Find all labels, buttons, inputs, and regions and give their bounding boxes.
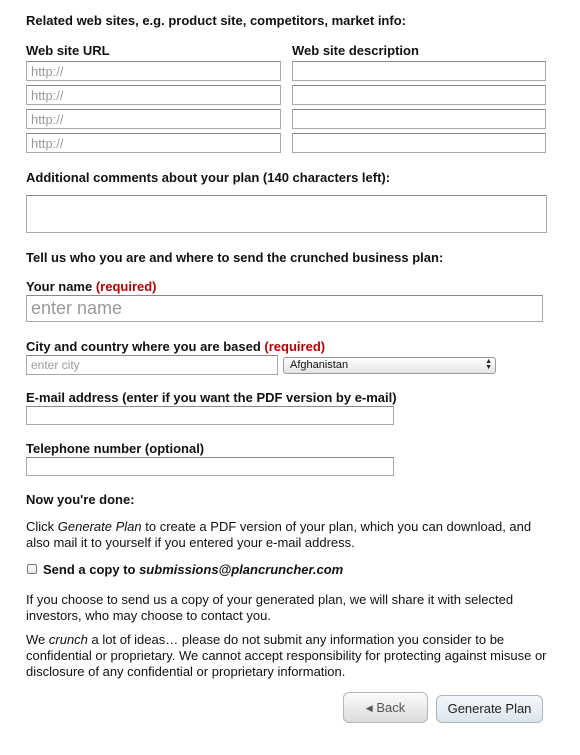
generate-plan-button[interactable]: Generate Plan bbox=[436, 695, 543, 723]
share-notice: If you choose to send us a copy of your generated plan, we will share it with selected investors, who may choose to contact you. bbox=[26, 592, 514, 623]
related-sites-heading: Related web sites, e.g. product site, competitors, market info: bbox=[26, 13, 406, 28]
phone-label: Telephone number (optional) bbox=[26, 441, 205, 456]
city-input[interactable] bbox=[26, 355, 278, 375]
confidentiality-post: a lot of ideas… please do not submit any information you consider to be confidential or proprietary. We cannot accept responsibility for protecting against misuse or disclosure of any confidential or proprietary information. bbox=[26, 632, 547, 679]
send-copy-email: submissions@plancruncher.com bbox=[139, 562, 344, 577]
comments-heading: Additional comments about your plan (140 characters left): bbox=[26, 170, 391, 185]
website-url-input-4[interactable] bbox=[26, 133, 281, 153]
confidentiality-pre: We bbox=[26, 632, 49, 647]
website-description-input-3[interactable] bbox=[292, 109, 546, 129]
select-arrows-icon: ▲ ▼ bbox=[485, 358, 492, 371]
left-triangle-icon: ◀ bbox=[365, 703, 373, 713]
comments-textarea[interactable] bbox=[26, 195, 547, 233]
website-description-input-2[interactable] bbox=[292, 85, 546, 105]
phone-input[interactable] bbox=[26, 457, 394, 476]
send-copy-checkbox[interactable] bbox=[27, 564, 37, 574]
description-column-label: Web site description bbox=[292, 43, 419, 58]
generate-instructions-em: Generate Plan bbox=[57, 519, 142, 534]
send-copy-label[interactable] bbox=[43, 562, 343, 577]
city-label-text: City and country where you are based bbox=[26, 339, 261, 354]
identity-heading: Tell us who you are and where to send the crunched business plan: bbox=[26, 250, 444, 265]
url-column-label: Web site URL bbox=[26, 43, 110, 58]
country-select[interactable] bbox=[283, 357, 496, 374]
website-url-input-1[interactable] bbox=[26, 61, 281, 81]
back-button[interactable] bbox=[343, 692, 428, 723]
back-button-label: Back bbox=[376, 700, 406, 715]
name-label bbox=[26, 279, 157, 294]
website-description-input-4[interactable] bbox=[292, 133, 546, 153]
country-select-value: Afghanistan bbox=[290, 359, 349, 371]
website-description-input-1[interactable] bbox=[292, 61, 546, 81]
email-input[interactable] bbox=[26, 406, 394, 425]
confidentiality-em: crunch bbox=[48, 632, 88, 647]
generate-instructions-pre: Click bbox=[26, 519, 58, 534]
city-required-marker: (required) bbox=[264, 339, 326, 354]
generate-instructions bbox=[26, 519, 546, 551]
name-label-text: Your name bbox=[26, 279, 93, 294]
name-input[interactable] bbox=[26, 295, 543, 322]
name-required-marker: (required) bbox=[95, 279, 157, 294]
confidentiality-notice bbox=[26, 632, 551, 680]
generate-instructions-post: to create a PDF version of your plan, which you can download, and also mail it to yourself if you entered your e-mail address. bbox=[26, 519, 532, 550]
city-label bbox=[26, 339, 325, 354]
done-heading: Now you're done: bbox=[26, 492, 135, 507]
website-url-input-2[interactable] bbox=[26, 85, 281, 105]
email-label: E-mail address (enter if you want the PDF version by e-mail) bbox=[26, 390, 397, 405]
send-copy-label-pre: Send a copy to bbox=[43, 562, 140, 577]
website-url-input-3[interactable] bbox=[26, 109, 281, 129]
